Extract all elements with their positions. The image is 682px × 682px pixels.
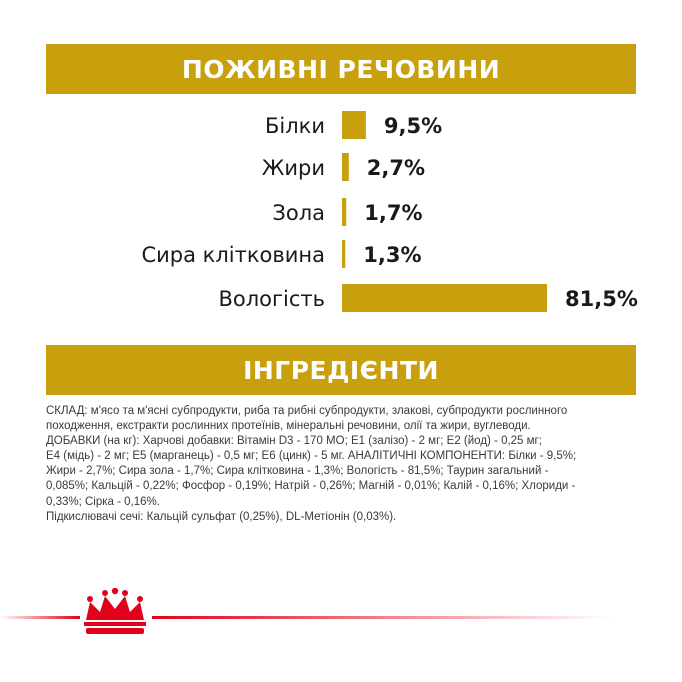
ingredients-line: Підкислювачі сечі: Кальцій сульфат (0,25%), DL-Метіонін (0,03%).: [46, 510, 397, 523]
ingredients-banner: ІНГРЕДІЄНТИ: [46, 345, 636, 395]
royal-canin-crown-logo-icon: [84, 588, 146, 634]
ingredients-line: походження, екстракти рослинних протеїнів, мінеральні речовини, олії та жири, вуглеводи.: [46, 420, 531, 433]
ingredients-line: СКЛАД: м'ясо та м'ясні субпродукти, риба та рибні субпродукти, злакові, субпродукти рослинного: [46, 405, 568, 417]
ingredients-line: 0,33%; Сірка - 0,16%.: [46, 495, 160, 508]
bar: [342, 284, 547, 312]
category-label: Зола: [272, 201, 325, 225]
ingredients-line: Е4 (мідь) - 2 мг; Е5 (марганець) - 0,5 мг; Е6 (цинк) - 5 мг. АНАЛІТИЧНІ КОМПОНЕНТИ: Білки - 9,5%;: [46, 450, 577, 463]
ingredients-text: [46, 404, 636, 525]
ingredients-line: Жири - 2,7%; Сира зола - 1,7%; Сира клітковина - 1,3%; Вологість - 81,5%; Таурин загальний -: [46, 465, 549, 478]
value-label: 9,5%: [383, 114, 443, 138]
value-label: 1,3%: [363, 243, 422, 267]
category-label: Білки: [265, 114, 325, 138]
bar: [342, 240, 345, 268]
category-label: Сира клітковина: [141, 243, 325, 267]
royal-canin-logo: [0, 588, 682, 638]
bar: [342, 111, 366, 139]
value-label: 81,5%: [565, 287, 638, 311]
value-label: 1,7%: [364, 201, 423, 225]
ingredients-line: 0,085%; Кальцій - 0,22%; Фосфор - 0,19%; Натрій - 0,26%; Магній - 0,01%; Калій - 0,16%; Хлориди -: [46, 480, 576, 493]
nutrients-banner: ПОЖИВНІ РЕЧОВИНИ: [46, 44, 636, 94]
ingredients-line: ДОБАВКИ (на кг): Харчові добавки: Вітамін D3 - 170 МО; Е1 (залізо) - 2 мг; Е2 (йод) - 0,25 мг;: [46, 435, 542, 448]
nutrient-bar-chart: [0, 100, 682, 330]
category-label: Вологість: [218, 287, 325, 311]
category-label: Жири: [261, 156, 325, 180]
bar: [342, 153, 349, 181]
brand-stripe-left: [0, 616, 80, 619]
bar: [342, 198, 346, 226]
brand-stripe-right: [152, 616, 612, 619]
value-label: 2,7%: [366, 156, 426, 180]
